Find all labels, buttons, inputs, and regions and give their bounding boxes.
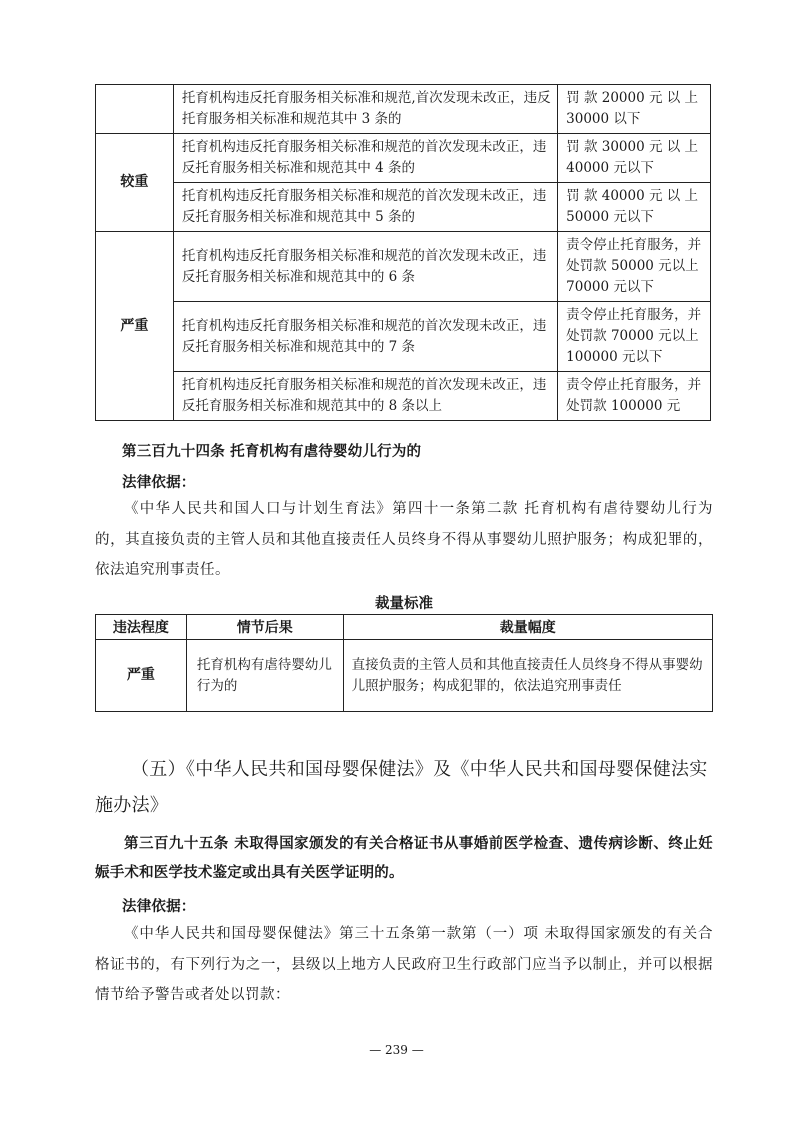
section-title: （五）《中华人民共和国母婴保健法》及《中华人民共和国母婴保健法实施办法》 xyxy=(95,759,708,816)
penalty-cell: 责令停止托育服务，并处罚款 70000 元以上 100000 元以下 xyxy=(558,302,711,372)
penalty-cell: 责令停止托育服务，并处罚款 50000 元以上 70000 元以下 xyxy=(558,232,711,302)
circumstance-cell: 托育机构有虐待婴幼儿行为的 xyxy=(186,640,343,712)
table-row xyxy=(96,640,713,712)
degree-cell: 严重 xyxy=(96,640,187,712)
table-row xyxy=(96,183,711,232)
penalty-table-continued xyxy=(95,84,711,421)
penalty-cell: 罚 款 40000 元 以 上 50000 元以下 xyxy=(558,183,711,232)
condition-cell: 托育机构违反托育服务相关标准和规范,首次发现未改正，违反托育服务相关标准和规范其中 3 条的 xyxy=(173,85,557,134)
table-header-row xyxy=(96,615,713,640)
penalty-cell: 责令停止托育服务，并处罚款 100000 元 xyxy=(558,372,711,421)
article-395-basis-label: 法律依据： xyxy=(122,899,196,915)
header-range: 裁量幅度 xyxy=(343,615,712,640)
range-cell: 直接负责的主管人员和其他直接责任人员终身不得从事婴幼儿照护服务；构成犯罪的，依法追究刑事责任 xyxy=(343,640,712,712)
page-number: — 239 — xyxy=(369,1043,424,1057)
header-circumstance: 情节后果 xyxy=(186,615,343,640)
table-row xyxy=(96,232,711,302)
condition-cell: 托育机构违反托育服务相关标准和规范的首次发现未改正，违反托育服务相关标准和规范其中的 6 条 xyxy=(173,232,557,302)
table-row xyxy=(96,85,711,134)
table-row xyxy=(96,372,711,421)
table-row xyxy=(96,302,711,372)
penalty-cell: 罚 款 20000 元 以 上 30000 以下 xyxy=(558,85,711,134)
article-394-basis-text: 《中华人民共和国人口与计划生育法》第四十一条第二款 托育机构有虐待婴幼儿行为的，其直接负责的主管人员和其他直接责任人员终身不得从事婴幼儿照护服务；构成犯罪的，依法追究刑事责任。 xyxy=(95,501,713,578)
condition-cell: 托育机构违反托育服务相关标准和规范的首次发现未改正，违反托育服务相关标准和规范其中的 7 条 xyxy=(173,302,557,372)
discretion-standard-table xyxy=(95,614,713,712)
degree-cell xyxy=(96,85,174,134)
degree-cell: 严重 xyxy=(96,232,174,421)
condition-cell: 托育机构违反托育服务相关标准和规范的首次发现未改正，违反托育服务相关标准和规范其中的 8 条以上 xyxy=(173,372,557,421)
degree-cell: 较重 xyxy=(96,134,174,232)
article-394-title: 第三百九十四条 托育机构有虐待婴幼儿行为的 xyxy=(122,444,422,460)
condition-cell: 托育机构违反托育服务相关标准和规范的首次发现未改正，违反托育服务相关标准和规范其中 5 条的 xyxy=(173,183,557,232)
standard-caption: 裁量标准 xyxy=(375,596,433,612)
table-row xyxy=(96,134,711,183)
condition-cell: 托育机构违反托育服务相关标准和规范的首次发现未改正，违反托育服务相关标准和规范其中 4 条的 xyxy=(173,134,557,183)
penalty-cell: 罚 款 30000 元 以 上 40000 元以下 xyxy=(558,134,711,183)
article-395-basis-text: 《中华人民共和国母婴保健法》第三十五条第一款第（一）项 未取得国家颁发的有关合格证书的，有下列行为之一，县级以上地方人民政府卫生行政部门应当予以制止，并可以根据情节给予警告或者处以罚款： xyxy=(95,926,713,1003)
header-degree: 违法程度 xyxy=(96,615,187,640)
article-395-title: 第三百九十五条 未取得国家颁发的有关合格证书从事婚前医学检查、遗传病诊断、终止妊娠手术和医学技术鉴定或出具有关医学证明的。 xyxy=(95,836,713,881)
article-394-basis-label: 法律依据： xyxy=(122,475,196,491)
